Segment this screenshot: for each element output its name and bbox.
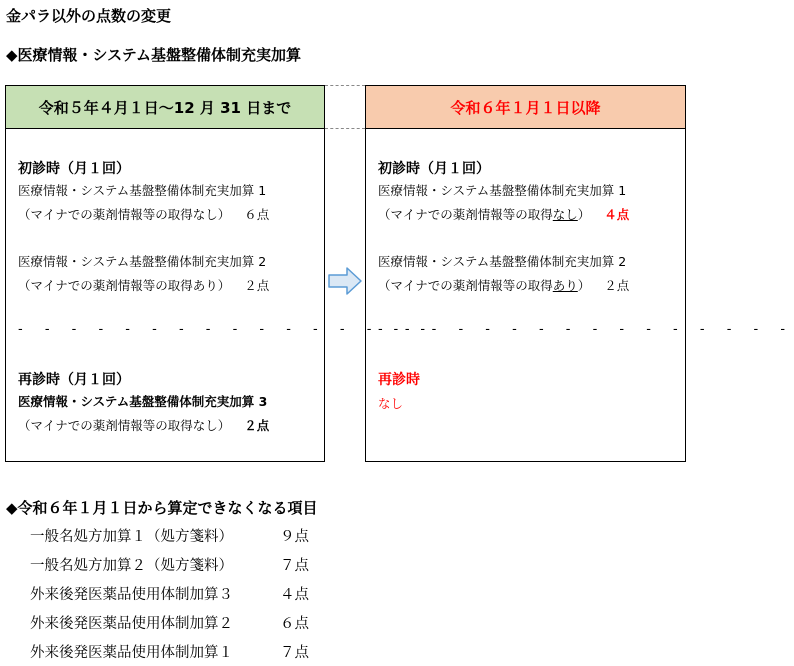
item-points: ７点 <box>280 645 309 661</box>
addon2-points: ２点 <box>604 278 630 293</box>
addon1-note-text: （マイナでの薬剤情報等の取得なし） <box>18 207 231 222</box>
addon2-points: ２点 <box>244 278 270 293</box>
addon2-note-text: （マイナでの薬剤情報等の取得あり） <box>18 278 231 293</box>
after-panel <box>365 85 794 462</box>
item-label: 外来後発医薬品使用体制加算１ <box>30 645 233 661</box>
addon2-note-text: （マイナでの薬剤情報等の取得 <box>378 278 553 293</box>
revisit-title: 再診時 <box>378 372 420 388</box>
connector-top <box>325 85 365 86</box>
addon1-points: ４点 <box>604 207 630 222</box>
addon1-label: 医療情報・システム基盤整備体制充実加算 1 <box>18 183 267 198</box>
addon2-label: 医療情報・システム基盤整備体制充実加算 2 <box>378 254 627 269</box>
before-header: 令和５年４月１日〜12 月 31 日まで <box>6 86 324 129</box>
addon1-note-underlined: なし <box>552 207 578 222</box>
revisit-title: 再診時（月１回） <box>18 372 130 388</box>
connector-mid <box>325 128 365 129</box>
addon3-points: ２点 <box>244 418 270 433</box>
item-points: ６点 <box>280 616 309 632</box>
list-item <box>30 583 309 604</box>
addon2-note <box>18 276 269 294</box>
removed-items-heading: ◆令和６年１月１日から算定できなくなる項目 <box>6 499 318 517</box>
addon1-label: 医療情報・システム基盤整備体制充実加算 1 <box>378 183 627 198</box>
addon1-points: ６点 <box>244 207 270 222</box>
addon3-note-text: （マイナでの薬剤情報等の取得なし） <box>18 418 231 433</box>
first-visit-title: 初診時（月１回） <box>378 161 490 177</box>
item-points: ９点 <box>280 529 309 545</box>
item-label: 外来後発医薬品使用体制加算３ <box>30 587 233 603</box>
addon1-note <box>378 205 629 223</box>
page-title: 金パラ以外の点数の変更 <box>6 7 172 25</box>
section-title: ◆医療情報・システム基盤整備体制充実加算 <box>6 46 302 64</box>
item-label: 一般名処方加算１（処方箋料） <box>30 529 233 545</box>
revisit-value: なし <box>378 396 404 411</box>
addon2-note-close: ） <box>577 278 591 293</box>
first-visit-title: 初診時（月１回） <box>18 161 130 177</box>
addon3-label: 医療情報・システム基盤整備体制充実加算 3 <box>18 394 268 409</box>
before-panel <box>5 85 435 462</box>
separator: - - - - - - - - - - - - - - - - <box>378 322 794 337</box>
item-label: 外来後発医薬品使用体制加算２ <box>30 616 233 632</box>
addon2-label: 医療情報・システム基盤整備体制充実加算 2 <box>18 254 267 269</box>
addon1-note-text: （マイナでの薬剤情報等の取得 <box>378 207 553 222</box>
addon2-note-underlined: あり <box>552 278 578 293</box>
separator: - - - - - - - - - - - - - - - - <box>18 322 435 337</box>
item-points: ４点 <box>280 587 309 603</box>
right-arrow-icon <box>327 266 363 296</box>
addon3-note <box>18 416 269 434</box>
item-label: 一般名処方加算２（処方箋料） <box>30 558 233 574</box>
addon1-note <box>18 205 269 223</box>
list-item <box>30 612 309 633</box>
list-item <box>30 641 309 662</box>
list-item <box>30 554 309 575</box>
addon1-note-close: ） <box>577 207 591 222</box>
after-header: 令和６年１月１日以降 <box>366 86 685 129</box>
list-item <box>30 525 309 546</box>
addon2-note <box>378 276 629 294</box>
item-points: ７点 <box>280 558 309 574</box>
